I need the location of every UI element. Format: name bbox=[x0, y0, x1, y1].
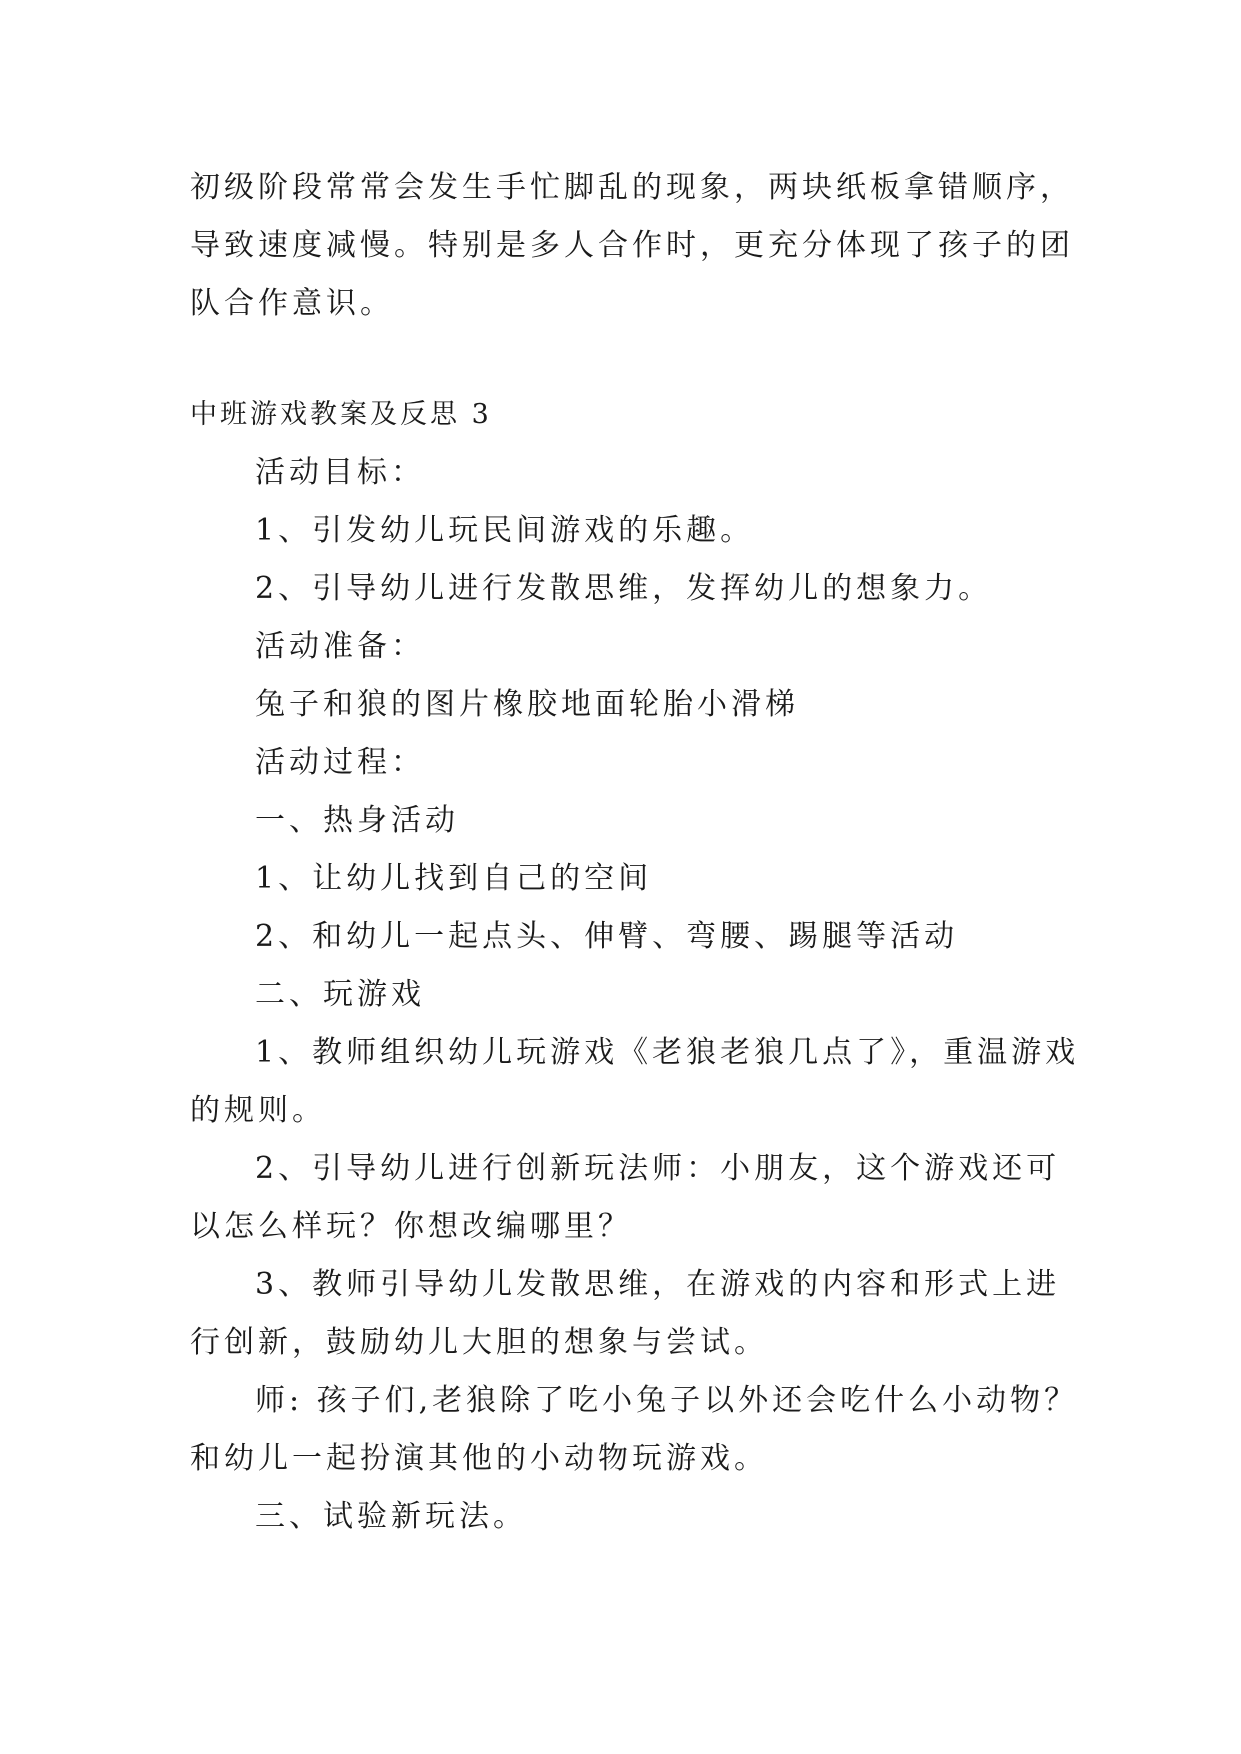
paragraph-line: 活动过程： bbox=[255, 745, 425, 780]
paragraph-line: 队合作意识。 bbox=[190, 286, 394, 321]
paragraph-line: 2、和幼儿一起点头、伸臂、弯腰、踢腿等活动 bbox=[255, 919, 959, 954]
paragraph-line: 师: 孩子们,老狼除了吃小兔子以外还会吃什么小动物？ bbox=[255, 1383, 1079, 1418]
paragraph-line: 导致速度减慢。特别是多人合作时，更充分体现了孩子的团 bbox=[190, 228, 1074, 263]
paragraph-line: 3、教师引导幼儿发散思维，在游戏的内容和形式上进 bbox=[255, 1267, 1061, 1302]
paragraph-line: 和幼儿一起扮演其他的小动物玩游戏。 bbox=[190, 1441, 768, 1476]
paragraph-line: 以怎么样玩？你想改编哪里？ bbox=[190, 1209, 632, 1244]
paragraph-line: 行创新，鼓励幼儿大胆的想象与尝试。 bbox=[190, 1325, 768, 1360]
paragraph-line: 三、试验新玩法。 bbox=[255, 1499, 527, 1534]
paragraph-line: 二、玩游戏 bbox=[255, 977, 425, 1012]
paragraph-line: 2、引导幼儿进行发散思维，发挥幼儿的想象力。 bbox=[255, 571, 993, 606]
paragraph-line: 1、让幼儿找到自己的空间 bbox=[255, 861, 653, 896]
paragraph-line: 活动目标： bbox=[255, 455, 425, 490]
paragraph-line: 兔子和狼的图片橡胶地面轮胎小滑梯 bbox=[255, 687, 799, 722]
paragraph-line: 一、热身活动 bbox=[255, 803, 459, 838]
paragraph-line: 的规则。 bbox=[190, 1093, 326, 1128]
paragraph-line: 1、教师组织幼儿玩游戏《老狼老狼几点了》，重温游戏 bbox=[255, 1035, 1080, 1070]
section-heading: 中班游戏教案及反思 3 bbox=[190, 399, 492, 430]
paragraph-line: 初级阶段常常会发生手忙脚乱的现象，两块纸板拿错顺序， bbox=[190, 170, 1074, 205]
paragraph-line: 活动准备： bbox=[255, 629, 425, 664]
paragraph-line: 1、引发幼儿玩民间游戏的乐趣。 bbox=[255, 513, 755, 548]
paragraph-line: 2、引导幼儿进行创新玩法师：小朋友，这个游戏还可 bbox=[255, 1151, 1061, 1186]
